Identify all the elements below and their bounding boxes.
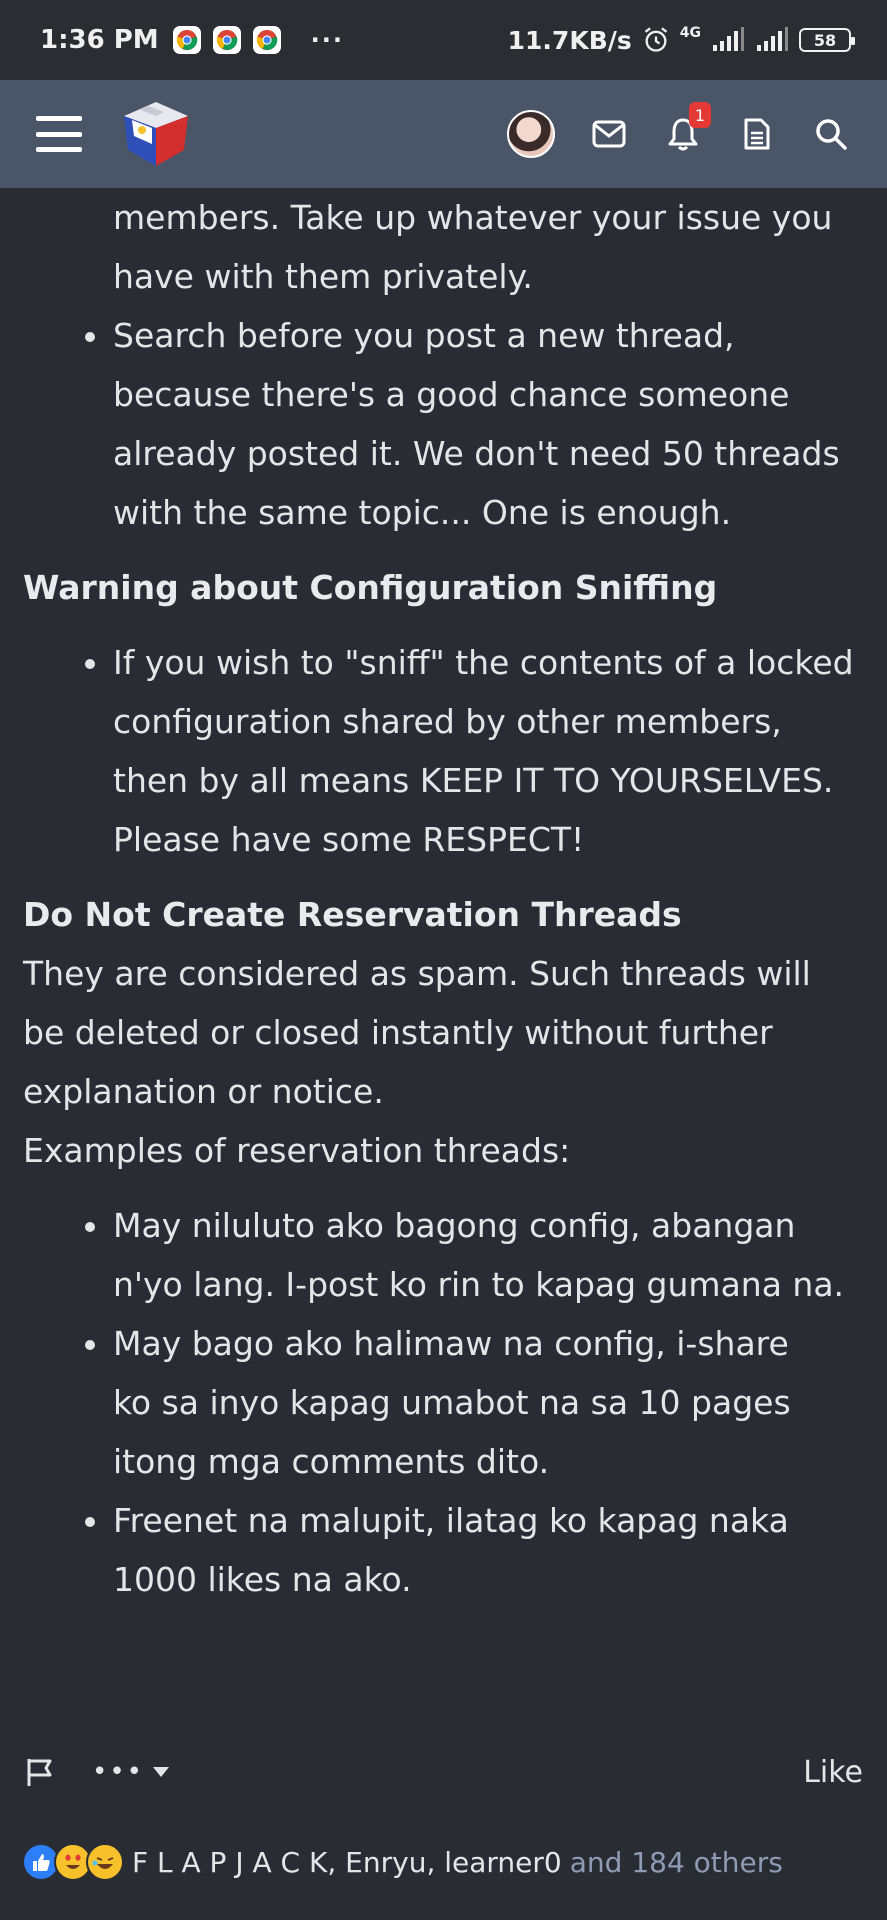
examples-list xyxy=(0,1196,887,1609)
reactions-summary[interactable] xyxy=(0,1836,887,1888)
text-line: itong mga comments dito. xyxy=(113,1442,550,1481)
like-button[interactable]: Like xyxy=(803,1754,863,1790)
text-line: They are considered as spam. Such threads will xyxy=(23,954,811,993)
list-item xyxy=(0,1314,887,1491)
post-content xyxy=(0,188,887,1688)
report-flag-icon[interactable] xyxy=(24,1756,56,1788)
post-actions xyxy=(0,1744,887,1800)
header-actions xyxy=(507,105,851,158)
status-right xyxy=(508,26,851,55)
text-line: be deleted or closed instantly without further xyxy=(23,1013,773,1052)
text-line: already posted it. We don't need 50 threads xyxy=(113,434,840,473)
list-item xyxy=(0,306,887,542)
notifications-icon[interactable] xyxy=(663,105,706,154)
section-heading: Warning about Configuration Sniffing xyxy=(23,568,718,607)
section-heading: Do Not Create Reservation Threads xyxy=(23,895,682,934)
text-line: Search before you post a new thread, xyxy=(113,316,735,355)
text-line: because there's a good chance someone xyxy=(113,375,790,414)
more-options-label: ••• xyxy=(92,1757,145,1787)
paragraph xyxy=(0,944,887,1180)
list-item xyxy=(0,188,887,306)
battery-level: 58 xyxy=(813,30,837,50)
signal-icon-2 xyxy=(755,27,789,53)
text-line: explanation or notice. xyxy=(23,1072,384,1111)
menu-icon[interactable] xyxy=(36,116,82,152)
laughing-reaction-icon xyxy=(86,1843,124,1881)
inbox-icon[interactable] xyxy=(589,114,629,154)
text-line: with the same topic... One is enough. xyxy=(113,493,732,532)
chrome-icon xyxy=(173,26,201,54)
status-more-dots: ··· xyxy=(310,26,345,54)
battery-icon xyxy=(799,28,851,52)
caret-down-icon xyxy=(152,1766,170,1778)
text-line: configuration shared by other members, xyxy=(113,702,782,741)
text-line: Please have some RESPECT! xyxy=(113,820,585,859)
text-line: then by all means KEEP IT TO YOURSELVES. xyxy=(113,761,834,800)
list-item xyxy=(0,1196,887,1314)
user-avatar[interactable] xyxy=(507,110,555,158)
text-line: Examples of reservation threads: xyxy=(23,1131,571,1170)
signal-icon xyxy=(711,27,745,53)
text-line: ko sa inyo kapag umabot na sa 10 pages xyxy=(113,1383,791,1422)
network-type: 4G xyxy=(679,25,701,41)
status-bar xyxy=(0,0,887,80)
reaction-others-link[interactable]: and 184 others xyxy=(569,1845,783,1879)
text-line: Freenet na malupit, ilatag ko kapag naka xyxy=(113,1501,789,1540)
text-line: If you wish to "sniff" the contents of a locked xyxy=(113,643,854,682)
more-options-button[interactable] xyxy=(92,1757,170,1787)
search-icon[interactable] xyxy=(811,114,851,154)
notification-badge: 1 xyxy=(689,102,711,128)
whats-new-icon[interactable] xyxy=(737,114,777,154)
text-line: May niluluto ako bagong config, abangan xyxy=(113,1206,796,1245)
text-line: n'yo lang. I-post ko rin to kapag gumana na. xyxy=(113,1265,845,1304)
status-time: 1:36 PM xyxy=(40,25,159,55)
text-line: 1000 likes na ako. xyxy=(113,1560,412,1599)
sniffing-list xyxy=(0,633,887,869)
alarm-icon xyxy=(642,26,670,54)
reaction-names[interactable]: F L A P J A C K, Enryu, learner0 xyxy=(132,1845,562,1879)
site-logo[interactable] xyxy=(118,96,194,172)
net-speed: 11.7KB/s xyxy=(507,25,632,55)
text-line: have with them privately. xyxy=(113,257,533,296)
text-line: members. Take up whatever your issue you xyxy=(113,198,833,237)
chrome-icon xyxy=(213,26,241,54)
chrome-icon xyxy=(253,26,281,54)
list-item xyxy=(0,633,887,869)
forum-header xyxy=(0,80,887,188)
text-line: May bago ako halimaw na config, i-share xyxy=(113,1324,789,1363)
list-item xyxy=(0,1491,887,1609)
rules-list-top xyxy=(0,188,887,542)
